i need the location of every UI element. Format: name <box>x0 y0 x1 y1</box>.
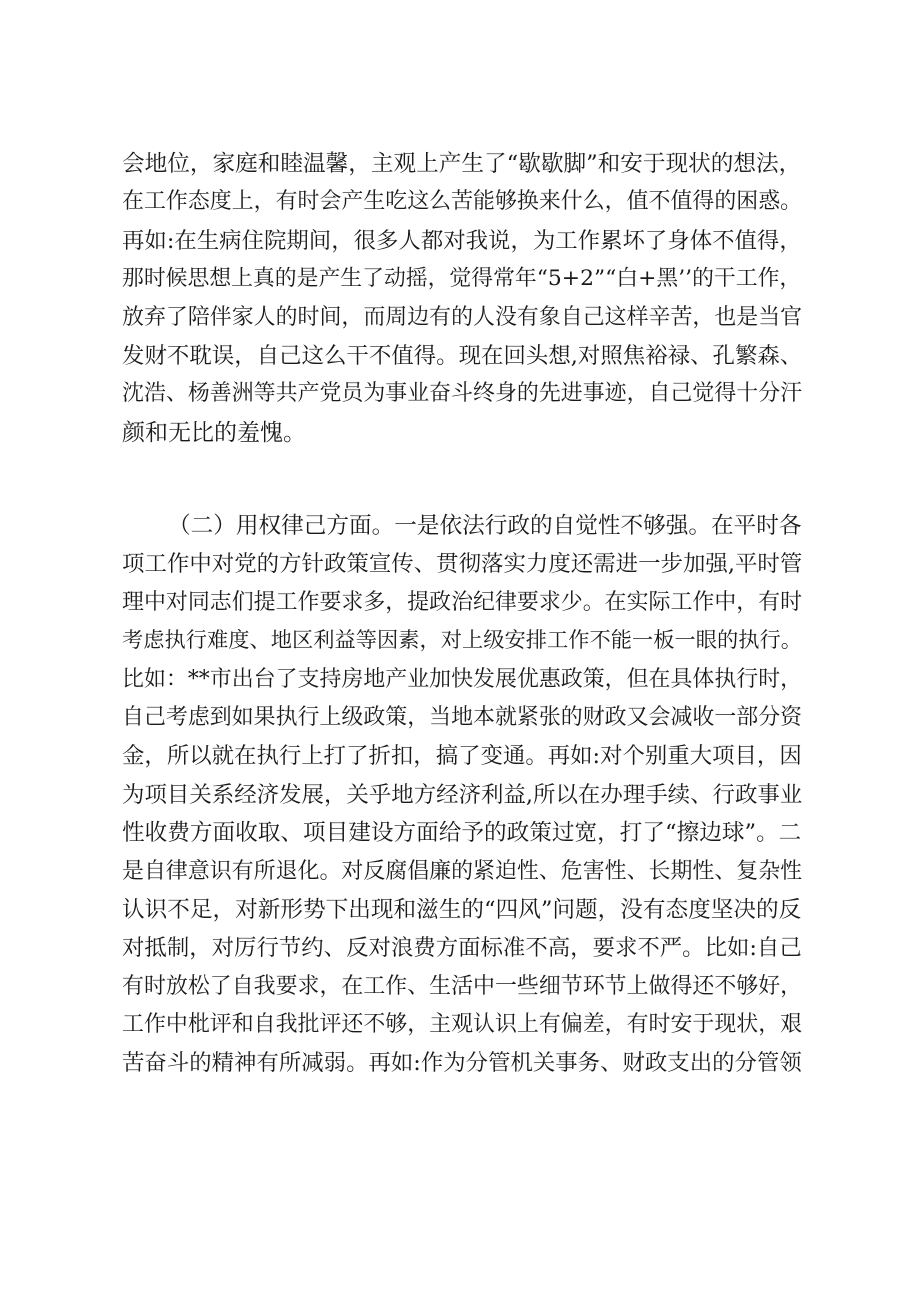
paragraph-line: 有时放松了自我要求，在工作、生活中一些细节环节上做得还不够好， <box>122 973 803 999</box>
paragraph-2-body <box>122 507 802 1083</box>
paragraph-line: 项工作中对党的方针政策宣传、贯彻落实力度还需进一步加强,平时管 <box>122 551 803 578</box>
paragraph-line: 是自律意识有所退化。对反腐倡廉的紧迫性、危害性、长期性、复杂性 <box>122 858 803 884</box>
paragraph-line: 比如：**市出台了支持房地产业加快发展优惠政策，但在具体执行时， <box>122 666 803 692</box>
paragraph-line: 为项目关系经济发展，关乎地方经济利益,所以在办理手续、行政事业 <box>122 781 803 808</box>
paragraph-line: 在工作态度上，有时会产生吃这么苦能够换来什么，值不值得的困惑。 <box>122 189 803 215</box>
paragraph-1 <box>122 145 802 452</box>
paragraph-2 <box>122 507 802 1083</box>
paragraph-line: 考虑执行难度、地区利益等因素，对上级安排工作不能一板一眼的执行。 <box>122 628 803 654</box>
paragraph-line: 对抵制，对厉行节约、反对浪费方面标准不高，要求不严。比如:自己 <box>122 935 802 962</box>
paragraph-line: 发财不耽误，自己这么干不值得。现在回头想,对照焦裕禄、孔繁森、 <box>122 342 803 369</box>
paragraph-line: 颜和无比的羞愧。 <box>122 419 306 446</box>
paragraph-line: 再如:在生病住院期间，很多人都对我说，为工作累坏了身体不值得， <box>122 227 802 254</box>
paragraph-line: 认识不足，对新形势下出现和滋生的“四风”问题，没有态度坚决的反 <box>122 896 802 923</box>
paragraph-line: 金，所以就在执行上打了折扣，搞了变通。再如:对个别重大项目，因 <box>122 743 802 770</box>
paragraph-line: 理中对同志们提工作要求多，提政治纪律要求少。在实际工作中，有时 <box>122 589 803 615</box>
paragraph-line: （二）用权律己方面。一是依法行政的自觉性不够强。在平时各 <box>168 513 802 539</box>
paragraph-line: 自己考虑到如果执行上级政策，当地本就紧张的财政又会减收一部分资 <box>122 704 803 730</box>
paragraph-line: 会地位，家庭和睦温馨，主观上产生了“歇歇脚”和安于现状的想法， <box>122 151 802 177</box>
paragraph-line: 苦奋斗的精神有所减弱。再如:作为分管机关事务、财政支出的分管领 <box>122 1050 802 1077</box>
paragraph-line: 性收费方面收取、项目建设方面给予的政策过宽，打了“擦边球”。二 <box>122 820 802 847</box>
paragraph-1-body <box>122 145 802 452</box>
paragraph-line: 放弃了陪伴家人的时间，而周边有的人没有象自己这样辛苦，也是当官 <box>122 304 803 330</box>
paragraph-line: 沈浩、杨善洲等共产党员为事业奋斗终身的先进事迹，自己觉得十分汗 <box>122 381 803 407</box>
paragraph-line: 工作中枇评和自我批评还不够，主观认识上有偏差，有时安于现状，艰 <box>122 1012 803 1038</box>
paragraph-line: 那时候思想上真的是产生了动摇，觉得常年“5+2”“白+黑’’的干工作， <box>122 266 802 292</box>
